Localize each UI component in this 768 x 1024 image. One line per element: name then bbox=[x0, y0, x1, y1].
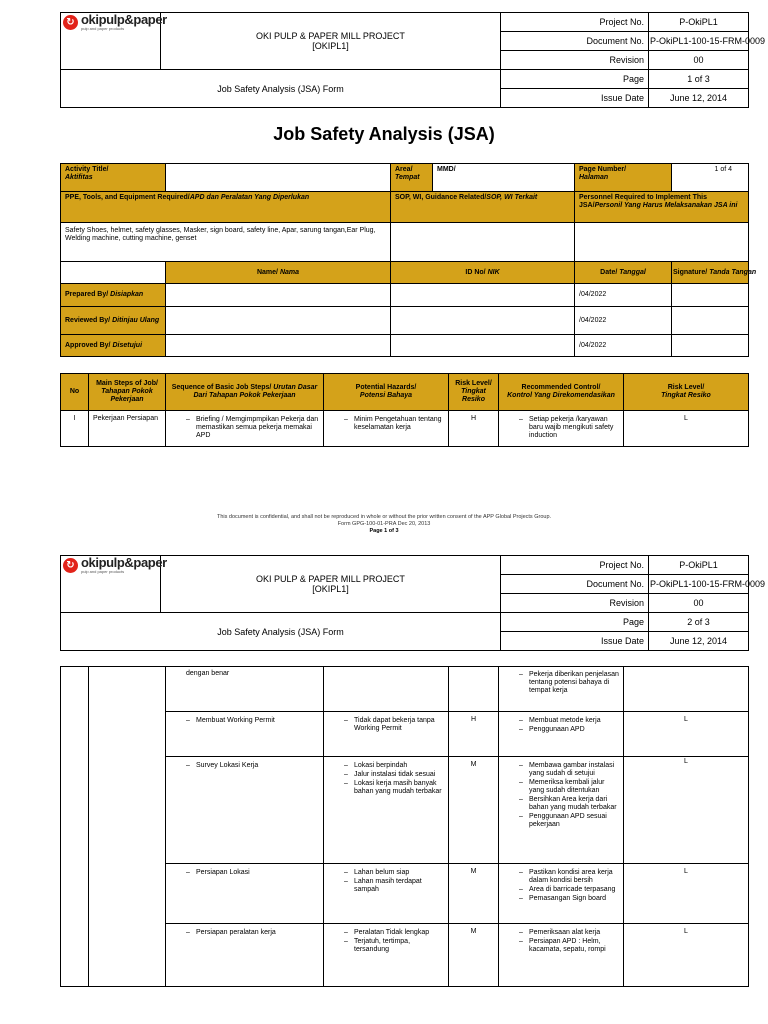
row-risk-after: L bbox=[624, 411, 749, 447]
company-tagline: pulp and paper products bbox=[81, 26, 125, 31]
field-label-revision: Revision bbox=[501, 51, 649, 70]
sop-value bbox=[391, 223, 575, 262]
signoff-date-reviewed: /04/2022 bbox=[575, 307, 672, 335]
row-risk: M bbox=[449, 864, 499, 924]
signoff-date-approved: /04/2022 bbox=[575, 335, 672, 357]
row-hazard: – Lahan belum siap – Lahan masih terdapat sampah bbox=[324, 864, 449, 924]
row-risk-after bbox=[624, 667, 749, 712]
row-risk bbox=[449, 667, 499, 712]
field-label-issue-date: Issue Date bbox=[501, 632, 649, 651]
field-value-revision: 00 bbox=[649, 51, 749, 70]
row-main-step: Pekerjaan Persiapan bbox=[89, 411, 166, 447]
row-risk-after: L bbox=[624, 757, 749, 864]
row-main-step-continued bbox=[89, 667, 166, 987]
row-risk: M bbox=[449, 757, 499, 864]
row-control: – Setiap pekerja /karyawan baru wajib mengikuti safety induction bbox=[499, 411, 624, 447]
row-sequence: – Briefing / Memgimpmpikan Pekerja dan memastikan semua pekerja memakai APD bbox=[166, 411, 324, 447]
sop-label: SOP, WI, Guidance Related/SOP, WI Terkait bbox=[391, 192, 575, 223]
page-footer bbox=[0, 514, 768, 535]
personnel-label: Personnel Required to Implement This JSA/Personil Yang Harus Melaksanakan JSA ini bbox=[575, 192, 749, 223]
row-hazard: – Minim Pengetahuan tentang keselamatan kerja bbox=[324, 411, 449, 447]
area-value: MMD/ bbox=[433, 164, 575, 192]
row-control: – Pastikan kondisi area kerja dalam kondisi bersih – Area di barricade terpasang – Pemasangan Sign board bbox=[499, 864, 624, 924]
table-row bbox=[61, 667, 749, 712]
signoff-label-reviewed: Reviewed By/ Ditinjau Ulang bbox=[61, 307, 166, 335]
activity-title-label: Activity Title/ Aktifitas bbox=[61, 164, 166, 192]
footer-confidential: This document is confidential, and shall not be reproduced in whole or without the prior written consent of the APP Global Projects Group. bbox=[216, 514, 552, 520]
row-risk: H bbox=[449, 411, 499, 447]
signoff-row-reviewed bbox=[61, 307, 749, 335]
steps-col-no: No bbox=[61, 374, 89, 411]
field-label-document-no: Document No. bbox=[501, 32, 649, 51]
company-name: okipulp&paper bbox=[81, 555, 167, 570]
field-label-page: Page bbox=[501, 613, 649, 632]
page-number-label: Page Number/ Halaman bbox=[575, 164, 672, 192]
activity-title-value bbox=[166, 164, 391, 192]
field-value-issue-date: June 12, 2014 bbox=[649, 632, 749, 651]
ppe-value: Safety Shoes, helmet, safety glasses, Masker, sign board, safety line, Apar, sarung tangan,Ear Plug, Welding machine, cutting machine, genset bbox=[61, 223, 391, 262]
field-label-document-no: Document No. bbox=[501, 575, 649, 594]
steps-col-control: Recommended Control/ Kontrol Yang Direkomendasikan bbox=[499, 374, 624, 411]
signoff-col-signature: Signature/ Tanda Tangan bbox=[672, 262, 749, 284]
field-value-issue-date: June 12, 2014 bbox=[649, 89, 749, 108]
row-risk-after: L bbox=[624, 864, 749, 924]
document-title: Job Safety Analysis (JSA) bbox=[273, 124, 495, 144]
row-hazard: – Peralatan Tidak lengkap – Terjatuh, tertimpa, tersandung bbox=[324, 924, 449, 987]
signoff-label-prepared: Prepared By/ Disiapkan bbox=[61, 284, 166, 307]
row-sequence: – Survey Lokasi Kerja bbox=[166, 757, 324, 864]
page-number-value: 1 of 4 bbox=[672, 164, 749, 192]
field-label-project-no: Project No. bbox=[501, 556, 649, 575]
row-hazard bbox=[324, 667, 449, 712]
row-control: – Pemeriksaan alat kerja – Persiapan APD : Helm, kacamata, sepatu, rompi bbox=[499, 924, 624, 987]
steps-col-main-steps: Main Steps of Job/ Tahapan Pokok Pekerjaan bbox=[89, 374, 166, 411]
project-title: OKI PULP & PAPER MILL PROJECT [OKIPL1] bbox=[161, 556, 501, 613]
footer-page: Page 1 of 3 bbox=[369, 528, 399, 534]
field-label-issue-date: Issue Date bbox=[501, 89, 649, 108]
signoff-row-prepared bbox=[61, 284, 749, 307]
company-logo-icon: ↻ bbox=[63, 558, 78, 573]
steps-col-hazards: Potential Hazards/ Potensi Bahaya bbox=[324, 374, 449, 411]
field-value-page: 2 of 3 bbox=[649, 613, 749, 632]
page2-header bbox=[60, 555, 766, 651]
row-sequence: – Membuat Working Permit bbox=[166, 712, 324, 757]
page1-header bbox=[60, 12, 766, 108]
area-label: Area/ Tempat bbox=[391, 164, 433, 192]
row-sequence: – Persiapan Lokasi bbox=[166, 864, 324, 924]
row-risk-after: L bbox=[624, 924, 749, 987]
company-logo-icon: ↻ bbox=[63, 15, 78, 30]
row-control: – Pekerja diberikan penjelasan tentang potensi bahaya di tempat kerja bbox=[499, 667, 624, 712]
jsa-info-table bbox=[60, 163, 757, 357]
row-sequence: – Persiapan peralatan kerja bbox=[166, 924, 324, 987]
steps-col-risk-after: Risk Level/ Tingkat Resiko bbox=[624, 374, 749, 411]
signoff-blank bbox=[61, 262, 166, 284]
row-sequence: dengan benar bbox=[166, 667, 324, 712]
field-value-document-no: P-OkiPL1-100-15-FRM-0009 bbox=[649, 32, 749, 51]
row-risk: H bbox=[449, 712, 499, 757]
field-label-project-no: Project No. bbox=[501, 13, 649, 32]
ppe-label: PPE, Tools, and Equipment Required/APD dan Peralatan Yang Diperlukan bbox=[61, 192, 391, 223]
job-steps-table-page2 bbox=[60, 666, 749, 987]
job-steps-table-page1 bbox=[60, 373, 749, 447]
field-value-project-no: P-OkiPL1 bbox=[649, 556, 749, 575]
steps-col-risk: Risk Level/ Tingkat Resiko bbox=[449, 374, 499, 411]
row-control: – Membawa gambar instalasi yang sudah di setujui – Memeriksa kembali jalur yang sudah ditentukan – Bersihkan Area kerja dari bahan yang mudah terbakar – Penggunaan APD sesuai pekerjaan bbox=[499, 757, 624, 864]
company-logo bbox=[61, 12, 167, 70]
field-label-revision: Revision bbox=[501, 594, 649, 613]
signoff-row-approved bbox=[61, 335, 749, 357]
signoff-label-approved: Approved By/ Disetujui bbox=[61, 335, 166, 357]
field-value-document-no: P-OkiPL1-100-15-FRM-0009 bbox=[649, 575, 749, 594]
signoff-col-name: Name/ Nama bbox=[166, 262, 391, 284]
row-no: I bbox=[61, 411, 89, 447]
row-control: – Membuat metode kerja – Penggunaan APD bbox=[499, 712, 624, 757]
company-tagline: pulp and paper products bbox=[81, 569, 125, 574]
footer-form: Form GPG-100-01-PRA Dec 20, 2013 bbox=[337, 521, 431, 527]
field-value-project-no: P-OkiPL1 bbox=[649, 13, 749, 32]
signoff-date-prepared: /04/2022 bbox=[575, 284, 672, 307]
company-name: okipulp&paper bbox=[81, 12, 167, 27]
field-value-page: 1 of 3 bbox=[649, 70, 749, 89]
field-label-page: Page bbox=[501, 70, 649, 89]
signoff-col-id: ID No/ NIK bbox=[391, 262, 575, 284]
table-row bbox=[61, 411, 749, 447]
signoff-col-date: Date/ Tanggal bbox=[575, 262, 672, 284]
row-risk: M bbox=[449, 924, 499, 987]
company-logo bbox=[61, 555, 167, 613]
row-risk-after: L bbox=[624, 712, 749, 757]
form-title: Job Safety Analysis (JSA) Form bbox=[61, 70, 501, 108]
steps-col-sequence: Sequence of Basic Job Steps/ Urutan Dasar Dari Tahapan Pokok Pekerjaan bbox=[166, 374, 324, 411]
row-no-continued bbox=[61, 667, 89, 987]
row-hazard: – Lokasi berpindah – Jalur instalasi tidak sesuai – Lokasi kerja masih banyak bahan yang mudah terbakar bbox=[324, 757, 449, 864]
field-value-revision: 00 bbox=[649, 594, 749, 613]
project-title: OKI PULP & PAPER MILL PROJECT [OKIPL1] bbox=[161, 13, 501, 70]
row-hazard: – Tidak dapat bekerja tanpa Working Permit bbox=[324, 712, 449, 757]
personnel-value bbox=[575, 223, 749, 262]
form-title: Job Safety Analysis (JSA) Form bbox=[61, 613, 501, 651]
